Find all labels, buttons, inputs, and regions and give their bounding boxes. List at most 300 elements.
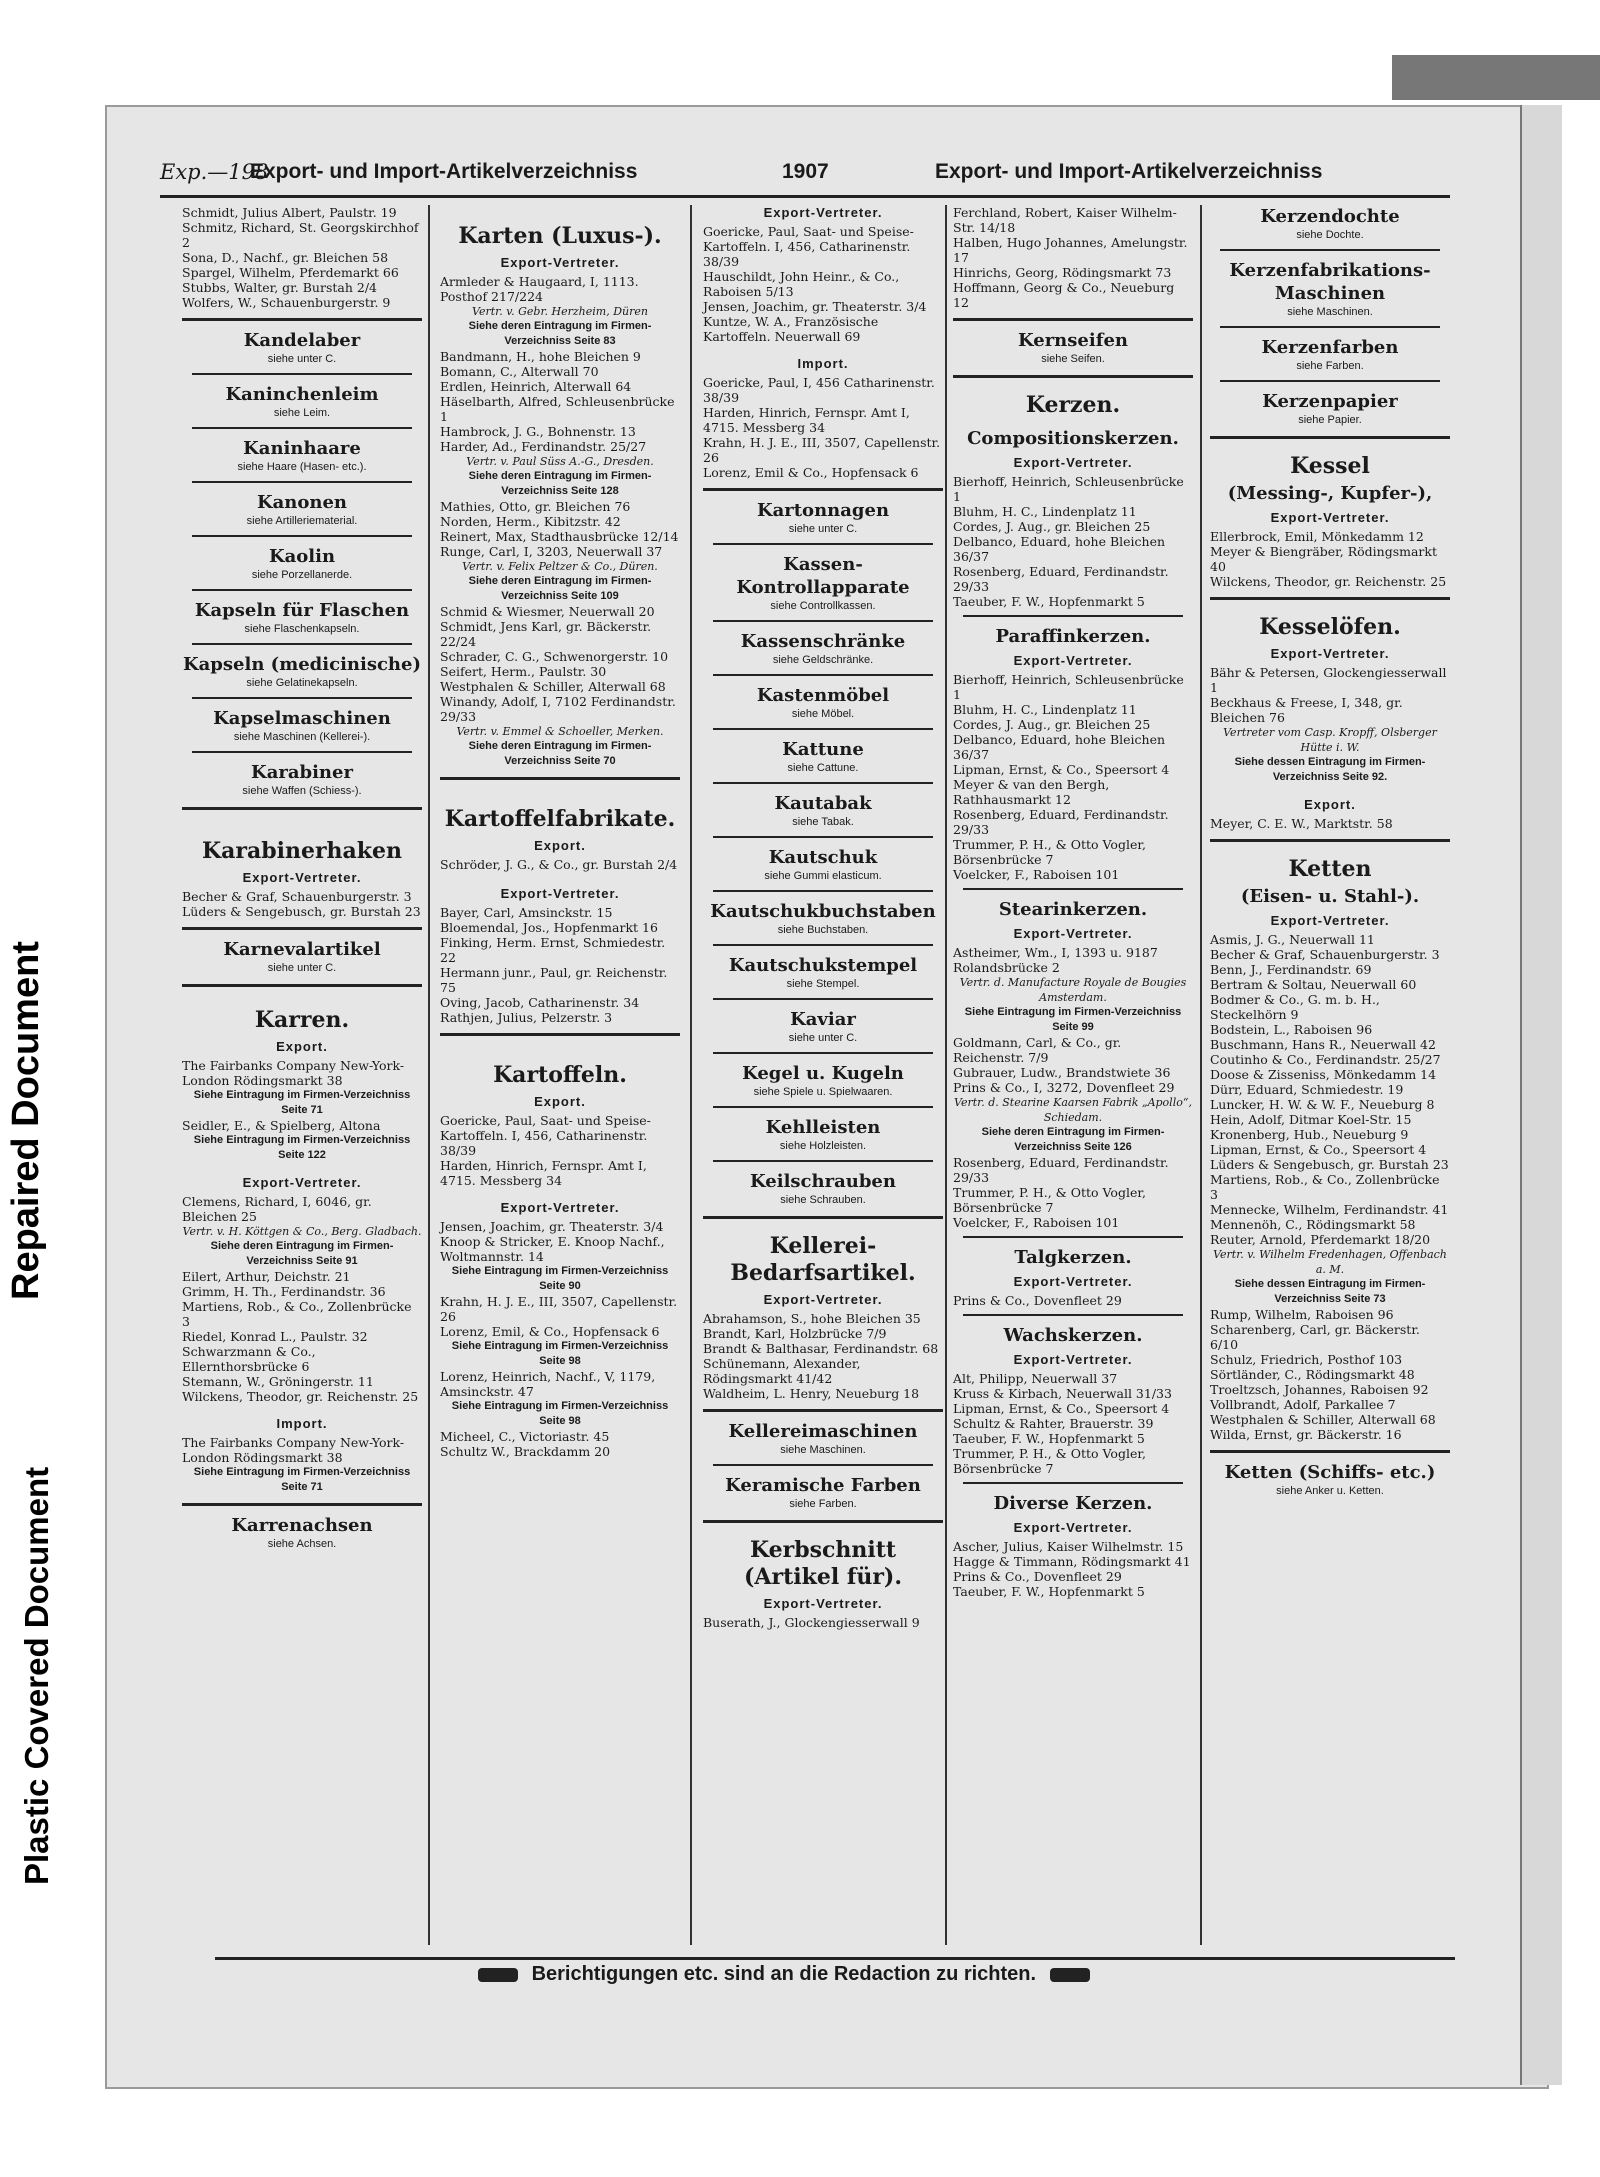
list-item: Schwarzmann & Co., Ellernthorsbrücke 6 [182,1344,316,1374]
list-item: Runge, Carl, I, 3203, Neuerwall 37 [440,544,663,559]
list-item: Stubbs, Walter, gr. Burstah 2/4 [182,280,377,295]
list-item: Benn, J., Ferdinandstr. 69 [1210,962,1372,977]
list-item: Spargel, Wilhelm, Pferdemarkt 66 [182,265,399,280]
section-title: Kernseifen [1018,330,1128,351]
section-title: Kehlleisten [765,1117,881,1138]
list-item: Siehe deren Eintragung im Firmen-Verzeichniss Seite 70 [468,740,652,767]
section-title: Kartonnagen [756,500,890,521]
see-reference: siehe Gelatinekapseln. [246,677,358,689]
list-item: Siehe Eintragung im Firmen-Verzeichniss Seite 99 [964,1006,1182,1033]
section-title: Kegel u. Kugeln [742,1063,904,1084]
list-item: Siehe Eintragung im Firmen-Verzeichniss Seite 122 [193,1134,411,1161]
list-item: Gubrauer, Ludw., Brandstwiete 36 [953,1065,1171,1080]
list-item: Bomann, C., Alterwall 70 [440,364,599,379]
section-title: Kautabak [774,793,872,814]
subsection-title: Diverse Kerzen. [993,1493,1153,1514]
column-divider [690,205,692,1945]
section-title: Kastenmöbel [756,685,890,706]
list-item: Schmidt, Jens Karl, gr. Bäckerstr. 22/24 [440,619,652,649]
see-reference: siehe Maschinen (Kellerei-). [233,731,371,743]
list-item: Krahn, H. J. E., III, 3507, Capellenstr. 26 [703,435,941,465]
list-item: Bähr & Petersen, Glockengiesserwall 1 [1210,665,1447,695]
list-item: Martiens, Rob., & Co., Zollenbrücke 3 [1210,1172,1440,1202]
subsection-heading: Export-Vertreter. [500,1200,620,1215]
scanner-top-margin [0,0,1600,55]
list-item: Bluhm, H. C., Lindenplatz 11 [953,504,1137,519]
list-item: Martiens, Rob., & Co., Zollenbrücke 3 [182,1299,412,1329]
list-item: Krahn, H. J. E., III, 3507, Capellenstr. 26 [440,1294,678,1324]
list-item: Bayer, Carl, Amsinckstr. 15 [440,905,613,920]
section-rule [1210,597,1450,600]
pointing-hand-icon [1050,1968,1090,1982]
list-item: Buserath, J., Glockengiesserwall 9 [703,1615,920,1630]
list-item: Mennecke, Wilhelm, Ferdinandstr. 41 [1210,1202,1449,1217]
see-reference: siehe Leim. [273,407,331,419]
list-item: Voelcker, F., Raboisen 101 [953,1215,1120,1230]
list-item: Bodmer & Co., G. m. b. H., Steckelhörn 9 [1210,992,1380,1022]
subsection-heading: Export-Vertreter. [1013,1274,1133,1289]
section-title: Kartoffelfabrikate. [444,806,676,832]
list-item: Ellerbrock, Emil, Mönkedamm 12 [1210,529,1424,544]
list-item: Wilckens, Theodor, gr. Reichenstr. 25 [182,1389,419,1404]
list-item: Schünemann, Alexander, Rödingsmarkt 41/42 [703,1356,861,1386]
list-item: Jensen, Joachim, gr. Theaterstr. 3/4 [440,1219,664,1234]
subsection-heading: Export. [1304,797,1356,812]
list-item: Sona, D., Nachf., gr. Bleichen 58 [182,250,389,265]
column-4 [953,205,1193,1945]
section-rule [963,1236,1183,1238]
list-item: Kronenberg, Hub., Neueburg 9 [1210,1127,1409,1142]
section-rule [192,697,412,699]
list-item: Goericke, Paul, Saat- und Speise-Kartoffeln. I, 456, Catharinenstr. 38/39 [703,224,914,269]
see-reference: siehe Flaschenkapseln. [244,623,360,635]
list-item: Westphalen & Schiller, Alterwall 68 [440,679,666,694]
list-item: Halben, Hugo Johannes, Amelungstr. 17 [953,235,1188,265]
section-rule [963,888,1183,890]
list-item: Brandt & Balthasar, Ferdinandstr. 68 [703,1341,939,1356]
header-rule [160,195,1450,198]
see-reference: siehe unter C. [788,523,858,535]
column-2 [440,205,680,1945]
section-title: Kerzendochte [1260,206,1400,227]
list-item: Siehe Eintragung im Firmen-Verzeichniss Seite 98 [451,1400,669,1427]
footer-rule [215,1957,1455,1960]
subsection-title: Wachskerzen. [1003,1325,1143,1346]
see-reference: siehe Holzleisten. [779,1140,867,1152]
section-rule [1210,839,1450,842]
see-reference: siehe Controllkassen. [770,600,876,612]
see-reference: siehe Farben. [789,1498,857,1510]
col1-top-list [182,205,422,310]
list-item: Meyer & van den Bergh, Rathhausmarkt 12 [953,777,1110,807]
list-item: Vertr. v. Paul Süss A.-G., Dresden. [466,455,654,468]
list-item: Wilda, Ernst, gr. Bäckerstr. 16 [1210,1427,1402,1442]
repaired-document-label: Repaired Document [5,941,47,1300]
subsection-heading: Import. [276,1416,328,1431]
list-item: Vertr. v. Wilhelm Fredenhagen, Offenbach a. M. [1213,1248,1447,1276]
list-item: Astheimer, Wm., I, 1393 u. 9187 Rolandsbrücke 2 [953,945,1158,975]
plastic-covered-label: Plastic Covered Document [18,1466,55,1885]
subsection-title: Stearinkerzen. [998,899,1148,920]
list-item: Bertram & Soltau, Neuerwall 60 [1210,977,1417,992]
list-item: Harden, Hinrich, Fernspr. Amt I, 4715. Messberg 34 [440,1158,647,1188]
list-item: Lorenz, Emil, & Co., Hopfensack 6 [440,1324,660,1339]
page-number: Exp.—198 [160,160,269,184]
see-reference: siehe Artilleriematerial. [246,515,358,527]
list-item: Norden, Herm., Kibitzstr. 42 [440,514,621,529]
section-rule [713,998,933,1000]
see-reference: siehe Spiele u. Spielwaaren. [753,1086,893,1098]
list-item: Troeltzsch, Johannes, Raboisen 92 [1210,1382,1429,1397]
list-item: Vertr. d. Stearine Kaarsen Fabrik „Apollo“, Schiedam. [954,1096,1192,1124]
section-rule [182,984,422,987]
section-title: Keramische Farben [725,1475,921,1496]
section-title: Kassenschränke [740,631,906,652]
list-item: Kruss & Kirbach, Neuerwall 31/33 [953,1386,1172,1401]
list-item: Vertreter vom Casp. Kropff, Olsberger Hütte i. W. [1223,726,1437,754]
list-item: Abrahamson, S., hohe Bleichen 35 [703,1311,921,1326]
section-title: Kaninchenleim [225,384,379,405]
see-reference: siehe Geldschränke. [772,654,874,666]
see-reference: siehe unter C. [788,1032,858,1044]
subsection-heading: Export-Vertreter. [1013,1352,1133,1367]
list-item: Vertr. v. Felix Peltzer & Co., Düren. [462,560,658,573]
list-item: Schrader, C. G., Schwenorgerstr. 10 [440,649,669,664]
list-item: Cordes, J. Aug., gr. Bleichen 25 [953,717,1151,732]
section-title: Kerzenfarben [1261,337,1399,358]
list-item: The Fairbanks Company New-York-London Rödingsmarkt 38 [182,1435,405,1465]
list-item: Becher & Graf, Schauenburgerstr. 3 [182,889,412,904]
list-item: Siehe Eintragung im Firmen-Verzeichniss Seite 71 [193,1089,411,1116]
section-rule [713,674,933,676]
column-3 [703,205,943,1945]
section-title: Kanonen [256,492,348,513]
section-rule [192,643,412,645]
list-item: Rosenberg, Eduard, Ferdinandstr. 29/33 [953,1155,1169,1185]
section-title-sub: (Eisen- u. Stahl-). [1240,886,1420,907]
list-item: Winandy, Adolf, I, 7102 Ferdinandstr. 29/33 [440,694,676,724]
list-item: Schmid & Wiesmer, Neuerwall 20 [440,604,655,619]
section-title-sub: (Messing-, Kupfer-), [1227,483,1433,504]
subsection-heading: Export-Vertreter. [1270,646,1390,661]
list-item: Lipman, Ernst, & Co., Speersort 4 [1210,1142,1427,1157]
section-title: Karabiner [251,762,353,783]
see-reference: siehe Dochte. [1296,229,1364,241]
subsection-title: Paraffinkerzen. [995,626,1151,647]
see-reference: siehe Maschinen. [1287,306,1373,318]
subsection-heading: Export-Vertreter. [242,1175,362,1190]
section-title: Ketten [1288,856,1372,882]
list-item: The Fairbanks Company New-York-London Rödingsmarkt 38 [182,1058,405,1088]
list-item: Siehe Eintragung im Firmen-Verzeichniss Seite 71 [193,1466,411,1493]
list-item: Bluhm, H. C., Lindenplatz 11 [953,702,1137,717]
section-title: Kandelaber [243,330,361,351]
subsection-heading: Export-Vertreter. [500,255,620,270]
section-title: Karten (Luxus-). [458,223,662,249]
section-rule [713,728,933,730]
list-item: Prins & Co., I, 3272, Dovenfleet 29 [953,1080,1175,1095]
list-item: Siehe dessen Eintragung im Firmen-Verzeichniss Seite 92. [1234,756,1426,783]
list-item: Meyer, C. E. W., Marktstr. 58 [1210,816,1393,831]
pointing-hand-icon [478,1968,518,1982]
column-5 [1210,205,1450,1945]
footer-text: Berichtigungen etc. sind an die Redaction zu richten. [531,1963,1037,1985]
list-item: Siehe Eintragung im Firmen-Verzeichniss Seite 90 [451,1265,669,1292]
list-item: Westphalen & Schiller, Alterwall 68 [1210,1412,1436,1427]
section-rule [192,751,412,753]
list-item: Ferchland, Robert, Kaiser Wilhelm-Str. 14/18 [953,205,1177,235]
subsection-heading: Export-Vertreter. [1013,653,1133,668]
see-reference: siehe Stempel. [786,978,860,990]
see-reference: siehe Seifen. [1041,353,1105,365]
subsection-heading: Export. [534,838,586,853]
list-item: Hoffmann, Georg & Co., Neueburg 12 [953,280,1175,310]
list-item: Mathies, Otto, gr. Bleichen 76 [440,499,631,514]
subsection-heading: Export-Vertreter. [763,1292,883,1307]
scanner-corner-shadow [1392,55,1600,100]
list-item: Voelcker, F., Raboisen 101 [953,867,1120,882]
list-item: Hambrock, J. G., Bohnenstr. 13 [440,424,636,439]
see-reference: siehe Farben. [1296,360,1364,372]
list-item: Buschmann, Hans R., Neuerwall 42 [1210,1037,1436,1052]
section-title: Karabinerhaken [201,838,403,864]
section-title: Kerbschnitt (Artikel für). [744,1537,902,1590]
section-rule [703,1520,943,1523]
list-item: Mennenöh, C., Rödingsmarkt 58 [1210,1217,1416,1232]
list-item: Hermann junr., Paul, gr. Reichenstr. 75 [440,965,668,995]
see-reference: siehe Papier. [1298,414,1362,426]
section-rule [713,782,933,784]
list-item: Siehe deren Eintragung im Firmen-Verzeichniss Seite 91 [210,1240,394,1267]
list-item: Goericke, Paul, I, 456 Catharinenstr. 38/39 [703,375,935,405]
list-item: Reuter, Arnold, Pferdemarkt 18/20 [1210,1232,1431,1247]
section-rule [1220,326,1440,328]
section-title: Kerzenpapier [1262,391,1398,412]
subsection-title: Compositionskerzen. [967,428,1179,449]
section-title: Karrenachsen [231,1515,373,1536]
section-rule [192,373,412,375]
list-item: Vertr. v. H. Köttgen & Co., Berg. Gladbach. [182,1225,422,1238]
list-item: Lipman, Ernst, & Co., Speersort 4 [953,1401,1170,1416]
list-item: Bandmann, H., hohe Bleichen 9 [440,349,641,364]
list-item: Waldheim, L. Henry, Neueburg 18 [703,1386,920,1401]
list-item: Brandt, Karl, Holzbrücke 7/9 [703,1326,887,1341]
column-divider [428,205,430,1945]
subsection-title: Talgkerzen. [1014,1247,1132,1268]
section-rule [713,1464,933,1466]
section-title: Kapseln (medicinische) [183,654,421,675]
list-item: Becher & Graf, Schauenburgerstr. 3 [1210,947,1440,962]
section-title: Kattune [782,739,864,760]
list-item: Delbanco, Eduard, hohe Bleichen 36/37 [953,732,1166,762]
section-rule [713,944,933,946]
section-title: Karren. [254,1007,350,1033]
list-item: Rosenberg, Eduard, Ferdinandstr. 29/33 [953,807,1169,837]
list-item: Siehe deren Eintragung im Firmen-Verzeichniss Seite 109 [468,575,652,602]
section-rule [192,481,412,483]
header-title-left: Export- und Import-Artikelverzeichniss [250,160,638,183]
see-reference: siehe Möbel. [791,708,855,720]
section-title: Kessel [1290,453,1370,479]
list-item: Grimm, H. Th., Ferdinandstr. 36 [182,1284,386,1299]
section-title: Kapseln für Flaschen [194,600,410,621]
section-title: Ketten (Schiffs- etc.) [1224,1462,1436,1483]
list-item: Cordes, J. Aug., gr. Bleichen 25 [953,519,1151,534]
section-rule [953,375,1193,378]
section-title: Keilschrauben [750,1171,896,1192]
section-rule [713,836,933,838]
subsection-heading: Export-Vertreter. [1270,913,1390,928]
see-reference: siehe Achsen. [267,1538,337,1550]
section-rule [713,620,933,622]
see-reference: siehe Anker u. Ketten. [1276,1485,1384,1497]
section-rule [182,318,422,321]
section-rule [713,1160,933,1162]
list-item: Meyer & Biengräber, Rödingsmarkt 40 [1210,544,1437,574]
section-rule [713,1052,933,1054]
list-item: Siehe deren Eintragung im Firmen-Verzeichniss Seite 126 [981,1126,1165,1153]
subsection-heading: Export-Vertreter. [1013,926,1133,941]
list-item: Sörtländer, C., Rödingsmarkt 48 [1210,1367,1415,1382]
list-item: Vertr. d. Manufacture Royale de Bougies Amsterdam. [959,976,1187,1004]
list-item: Lorenz, Heinrich, Nachf., V, 1179, Amsinckstr. 47 [440,1369,656,1399]
see-reference: siehe Waffen (Schiess-). [242,785,362,797]
column-divider [1200,205,1202,1945]
list-item: Siehe deren Eintragung im Firmen-Verzeichniss Seite 128 [468,470,652,497]
list-item: Alt, Philipp, Neuerwall 37 [953,1371,1118,1386]
list-item: Riedel, Konrad L., Paulstr. 32 [182,1329,368,1344]
see-reference: siehe unter C. [267,353,337,365]
section-rule [703,488,943,491]
section-title: Kaviar [790,1009,856,1030]
page-header [160,160,1450,190]
list-item: Stemann, W., Gröningerstr. 11 [182,1374,374,1389]
section-rule [713,543,933,545]
section-rule [963,615,1183,617]
list-item: Clemens, Richard, I, 6046, gr. Bleichen 25 [182,1194,372,1224]
section-rule [703,1216,943,1219]
list-item: Harden, Hinrich, Fernspr. Amt I, 4715. Messberg 34 [703,405,910,435]
section-title: Kerzen. [1025,392,1121,418]
section-title: Kellerei-Bedarfsartikel. [730,1233,916,1286]
list-item: Vertr. v. Gebr. Herzheim, Düren [472,305,648,318]
subsection-heading: Export-Vertreter. [500,886,620,901]
page-footer [470,1963,1098,1986]
list-item: Goericke, Paul, Saat- und Speise-Kartoffeln. I, 456, Catharinenstr. 38/39 [440,1113,651,1158]
list-item: Trummer, P. H., & Otto Vogler, Börsenbrücke 7 [953,1185,1146,1215]
list-item: Oving, Jacob, Catharinenstr. 34 [440,995,640,1010]
subsection-heading: Export-Vertreter. [763,1596,883,1611]
section-rule [440,777,680,780]
list-item: Seidler, E., & Spielberg, Altona [182,1118,381,1133]
subsection-heading: Import. [797,356,849,371]
list-item: Hinrichs, Georg, Rödingsmarkt 73 [953,265,1172,280]
list-item: Coutinho & Co., Ferdinandstr. 25/27 [1210,1052,1441,1067]
section-rule [182,807,422,810]
list-item: Hein, Adolf, Ditmar Koel-Str. 15 [1210,1112,1412,1127]
section-title: Karnevalartikel [223,939,381,960]
page-edge [1520,105,1562,2085]
list-item: Armleder & Haugaard, I, 1113. Posthof 217/224 [440,274,639,304]
list-item: Lüders & Sengebusch, gr. Burstah 23 [1210,1157,1449,1172]
subsection-heading: Export-Vertreter. [1013,1520,1133,1535]
list-item: Rump, Wilhelm, Raboisen 96 [1210,1307,1394,1322]
list-item: Beckhaus & Freese, I, 348, gr. Bleichen 76 [1210,695,1403,725]
list-item: Rosenberg, Eduard, Ferdinandstr. 29/33 [953,564,1169,594]
list-item: Wilckens, Theodor, gr. Reichenstr. 25 [1210,574,1447,589]
section-rule [182,1503,422,1506]
section-rule [192,589,412,591]
section-title: Kellereimaschinen [728,1421,918,1442]
list-item: Taeuber, F. W., Hopfenmarkt 5 [953,1431,1145,1446]
list-item: Schultz W., Brackdamm 20 [440,1444,611,1459]
list-item: Prins & Co., Dovenfleet 29 [953,1569,1122,1584]
see-reference: siehe Porzellanerde. [251,569,353,581]
list-item: Prins & Co., Dovenfleet 29 [953,1293,1122,1308]
section-rule [1220,380,1440,382]
list-item: Siehe deren Eintragung im Firmen-Verzeichniss Seite 83 [468,320,652,347]
list-item: Vollbrandt, Adolf, Parkallee 7 [1210,1397,1396,1412]
list-item: Delbanco, Eduard, hohe Bleichen 36/37 [953,534,1166,564]
list-item: Kuntze, W. A., Französische Kartoffeln. Neuerwall 69 [703,314,879,344]
list-item: Taeuber, F. W., Hopfenmarkt 5 [953,594,1145,609]
see-reference: siehe Tabak. [792,816,854,828]
subsection-heading: Export-Vertreter. [1013,455,1133,470]
see-reference: siehe Schrauben. [780,1194,866,1206]
list-item: Schultz & Rahter, Brauerstr. 39 [953,1416,1154,1431]
see-reference: siehe Cattune. [787,762,859,774]
subsection-heading: Export-Vertreter. [242,870,362,885]
list-item: Dürr, Eduard, Schmiedestr. 19 [1210,1082,1404,1097]
list-item: Häselbarth, Alfred, Schleusenbrücke 1 [440,394,675,424]
section-rule [963,1314,1183,1316]
list-item: Schmidt, Julius Albert, Paulstr. 19 [182,205,397,220]
list-item: Hagge & Timmann, Rödingsmarkt 41 [953,1554,1191,1569]
see-reference: siehe unter C. [267,962,337,974]
see-reference: siehe Gummi elasticum. [764,870,882,882]
section-title: Kautschukstempel [728,955,918,976]
list-item: Harder, Ad., Ferdinandstr. 25/27 [440,439,647,454]
section-title: Kautschukbuchstaben [710,901,936,922]
list-item: Ascher, Julius, Kaiser Wilhelmstr. 15 [953,1539,1184,1554]
section-rule [182,927,422,930]
list-item: Trummer, P. H., & Otto Vogler, Börsenbrücke 7 [953,837,1146,867]
list-item: Wolfers, W., Schauenburgerstr. 9 [182,295,391,310]
section-title: Kapselmaschinen [213,708,391,729]
column-1 [182,205,422,1945]
list-item: Scharenberg, Carl, gr. Bäckerstr. 6/10 [1210,1322,1420,1352]
section-rule [1210,436,1450,439]
see-reference: siehe Maschinen. [780,1444,866,1456]
list-item: Lüders & Sengebusch, gr. Burstah 23 [182,904,421,919]
list-item: Lorenz, Emil & Co., Hopfensack 6 [703,465,919,480]
list-item: Schmitz, Richard, St. Georgskirchhof 2 [182,220,419,250]
list-item: Luncker, H. W. & W. F., Neueburg 8 [1210,1097,1435,1112]
list-item: Trummer, P. H., & Otto Vogler, Börsenbrücke 7 [953,1446,1146,1476]
list-item: Asmis, J. G., Neuerwall 11 [1210,932,1375,947]
see-reference: siehe Haare (Hasen- etc.). [237,461,367,473]
header-title-right: Export- und Import-Artikelverzeichniss [935,160,1323,183]
list-item: Rathjen, Julius, Pelzerstr. 3 [440,1010,613,1025]
section-title: Kerzenfabrikations-Maschinen [1229,260,1431,304]
list-item: Seifert, Herm., Paulstr. 30 [440,664,607,679]
list-item: Eilert, Arthur, Deichstr. 21 [182,1269,351,1284]
list-item: Goldmann, Carl, & Co., gr. Reichenstr. 7/9 [953,1035,1122,1065]
section-rule [1210,1450,1450,1453]
section-rule [963,1482,1183,1484]
subsection-heading: Export. [534,1094,586,1109]
section-rule [703,1409,943,1412]
